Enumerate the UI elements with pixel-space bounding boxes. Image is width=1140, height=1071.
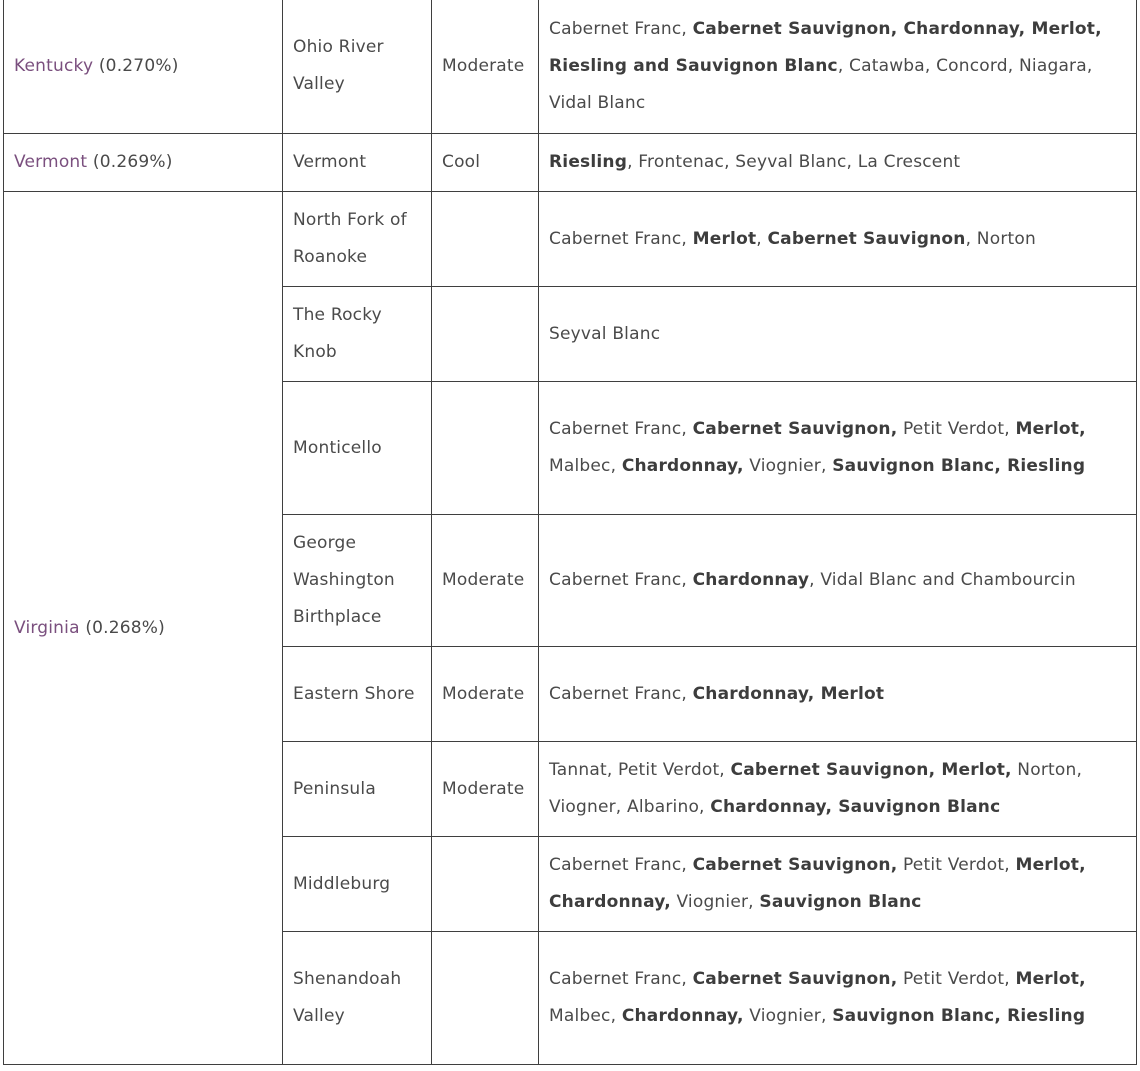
grape-text: Cabernet Franc, — [549, 969, 693, 989]
grape-text: Cabernet Franc, — [549, 18, 693, 39]
grape-text: Petit Verdot, — [897, 969, 1016, 989]
grape-highlight: Cabernet Sauvignon, — [692, 969, 898, 989]
grapes-cell — [539, 0, 1137, 134]
grapes-cell — [539, 134, 1137, 192]
grape-highlight: Chardonnay, — [621, 456, 744, 476]
grape-highlight: Chardonnay, — [621, 1006, 744, 1026]
grape-highlight: Sauvignon Blanc — [759, 892, 922, 912]
climate-cell: Cool — [432, 134, 539, 192]
grape-text: Cabernet Franc, — [549, 570, 693, 590]
climate-cell: Moderate — [432, 515, 539, 647]
ava-cell: Monticello — [283, 382, 432, 515]
grape-text: Viognier, — [743, 1006, 833, 1026]
state-link-vermont[interactable]: Vermont — [14, 152, 88, 172]
climate-cell — [432, 287, 539, 382]
ava-cell: Eastern Shore — [283, 647, 432, 742]
ava-cell: George Washington Birthplace — [283, 515, 432, 647]
grapes-cell — [539, 382, 1137, 515]
grape-text: Cabernet Franc, — [549, 419, 693, 439]
ava-cell: North Fork of Roanoke — [283, 192, 432, 287]
grape-text: Malbec, — [549, 1006, 622, 1026]
grape-text: Petit Verdot, — [897, 855, 1016, 875]
grapes-cell — [539, 742, 1137, 837]
state-cell — [4, 0, 283, 134]
climate-cell: Moderate — [432, 0, 539, 134]
state-link-kentucky[interactable]: Kentucky — [14, 55, 94, 76]
grape-highlight: Sauvignon Blanc, Riesling — [832, 1006, 1086, 1026]
grape-text: Cabernet Franc, — [549, 855, 693, 875]
grape-text: Malbec, — [549, 456, 622, 476]
grape-text: , Vidal Blanc and Chambourcin — [809, 570, 1076, 590]
grape-highlight: Merlot — [692, 228, 757, 249]
table-row — [4, 0, 1137, 134]
grape-text: Petit Verdot, — [897, 419, 1016, 439]
grape-text: Seyval Blanc — [549, 323, 661, 344]
state-share: (0.268%) — [85, 617, 165, 638]
grapes-cell — [539, 837, 1137, 932]
grape-highlight: Merlot, — [1015, 419, 1086, 439]
ava-cell: Shenandoah Valley — [283, 932, 432, 1065]
grape-highlight: Merlot, — [1015, 969, 1086, 989]
grape-highlight: Cabernet Sauvignon, — [692, 855, 898, 875]
grape-highlight: Cabernet Sauvignon — [767, 228, 966, 249]
wine-regions-table — [3, 0, 1137, 1065]
state-link-virginia[interactable]: Virginia — [14, 617, 80, 638]
grape-highlight: Riesling — [549, 152, 628, 172]
climate-cell: Moderate — [432, 742, 539, 837]
ava-cell: Ohio River Valley — [283, 0, 432, 134]
grapes-cell — [539, 932, 1137, 1065]
table-row — [4, 134, 1137, 192]
grape-highlight: Chardonnay, Sauvignon Blanc — [710, 797, 1001, 817]
climate-cell — [432, 192, 539, 287]
climate-cell — [432, 382, 539, 515]
climate-cell — [432, 837, 539, 932]
grapes-cell — [539, 515, 1137, 647]
grape-highlight: Sauvignon Blanc, Riesling — [832, 456, 1086, 476]
grape-text: Cabernet Franc, — [549, 683, 693, 704]
state-share: (0.270%) — [98, 55, 179, 76]
climate-cell — [432, 932, 539, 1065]
grape-text: Viognier, — [743, 456, 833, 476]
grape-text: , Catawba, Concord, Niagara, Vidal Blanc — [549, 55, 1093, 113]
grape-text: Cabernet Franc, — [549, 228, 693, 249]
grape-highlight: Merlot, Chardonnay, — [549, 855, 1086, 912]
ava-cell: Peninsula — [283, 742, 432, 837]
state-cell — [4, 192, 283, 1065]
grape-text: Norton, Viogner, Albarino, — [549, 760, 1083, 817]
grape-text: , Norton — [965, 228, 1036, 249]
grape-text: Viognier, — [670, 892, 760, 912]
grapes-cell — [539, 192, 1137, 287]
grapes-cell — [539, 287, 1137, 382]
grape-highlight: Cabernet Sauvignon, — [692, 419, 898, 439]
grape-text: Tannat, Petit Verdot, — [549, 760, 731, 780]
ava-cell: Middleburg — [283, 837, 432, 932]
grapes-cell — [539, 647, 1137, 742]
grape-text: , — [756, 228, 768, 249]
ava-cell: The Rocky Knob — [283, 287, 432, 382]
state-share: (0.269%) — [92, 152, 173, 172]
grape-highlight: Chardonnay, Merlot — [692, 683, 885, 704]
grape-text: , Frontenac, Seyval Blanc, La Crescent — [627, 152, 961, 172]
climate-cell: Moderate — [432, 647, 539, 742]
grape-highlight: Chardonnay — [692, 570, 810, 590]
table-row — [4, 192, 1137, 287]
ava-cell: Vermont — [283, 134, 432, 192]
grape-highlight: Cabernet Sauvignon, Chardonnay, Merlot, Riesling and Sauvignon Blanc — [549, 18, 1102, 76]
state-cell — [4, 134, 283, 192]
grape-highlight: Cabernet Sauvignon, Merlot, — [730, 760, 1012, 780]
